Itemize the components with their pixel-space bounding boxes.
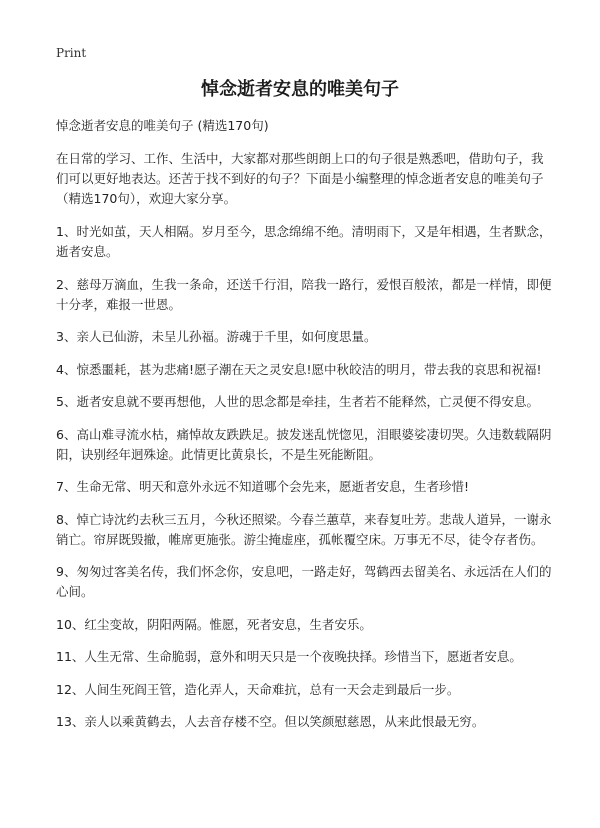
article-intro: 在日常的学习、工作、生活中，大家都对那些朗朗上口的句子很是熟悉吧，借助句子，我们可以更好地表达。还苦于找不到好的句子？下面是小编整理的悼念逝者安息的唯美句子（精选170句），欢迎大家分享。 xyxy=(56,151,544,206)
page-title: 悼念逝者安息的唯美句子 xyxy=(201,79,399,100)
quote-item-12: 12、人间生死阎王管，造化弄人，天命难抗，总有一天会走到最后一步。 xyxy=(56,681,460,697)
print-link[interactable]: Print xyxy=(56,46,87,60)
quote-item-5: 5、逝者安息就不要再想他，人世的思念都是牵挂，生者若不能释然，亡灵便不得安息。 xyxy=(56,394,539,409)
quote-item-4: 4、惊悉噩耗，甚为悲痛!愿子潮在天之灵安息!愿中秋皎洁的明月，带去我的哀思和祝福! xyxy=(56,361,542,377)
quote-item-1: 1、时光如茧，天人相隔。岁月至今，思念绵绵不绝。清明雨下，又是年相遇，生者默念，逝者安息。 xyxy=(56,224,552,259)
quote-item-6: 6、高山难寻流水枯，痛悼故友跌跌足。披发迷乱恍惚见，泪眼婆娑凄切哭。久违数载隔阴阳，诀别经年迥殊途。此情更比黄泉长，不是生死能断阻。 xyxy=(56,426,552,462)
quote-item-10: 10、红尘变故，阴阳两隔。惟愿，死者安息，生者安乐。 xyxy=(56,616,372,632)
article-body xyxy=(56,116,552,745)
quote-item-9: 9、匆匆过客美名传，我们怀念你，安息吧，一路走好，驾鹤西去留美名、永远活在人们的心间。 xyxy=(56,564,552,599)
quote-item-8: 8、悼亡诗沈约去秋三五月，今秋还照梁。今春兰蕙草，来春复吐芳。悲哉人道异，一谢永销亡。帘屏既毁撤，帷席更施张。游尘掩虚座，孤帐覆空床。万事无不尽，徒令存者伤。 xyxy=(56,511,552,547)
quote-item-3: 3、亲人已仙游，未呈儿孙福。游魂于千里，如何度思量。 xyxy=(56,329,377,344)
article-subtitle: 悼念逝者安息的唯美句子 (精选170句) xyxy=(56,118,269,133)
quote-item-13: 13、亲人以乘黄鹤去，人去音存楼不空。但以笑颜慰慈恩，从来此恨最无穷。 xyxy=(56,714,485,729)
quote-item-11: 11、人生无常、生命脆弱，意外和明天只是一个夜晚抉择。珍惜当下，愿逝者安息。 xyxy=(56,649,522,664)
quote-item-2: 2、慈母万滴血，生我一条命，还送千行泪，陪我一路行，爱恨百般浓，都是一样情，即便十分孝，难报一世恩。 xyxy=(56,276,552,312)
quote-item-7: 7、生命无常、明天和意外永远不知道哪个会先来，愿逝者安息，生者珍惜! xyxy=(56,479,469,494)
